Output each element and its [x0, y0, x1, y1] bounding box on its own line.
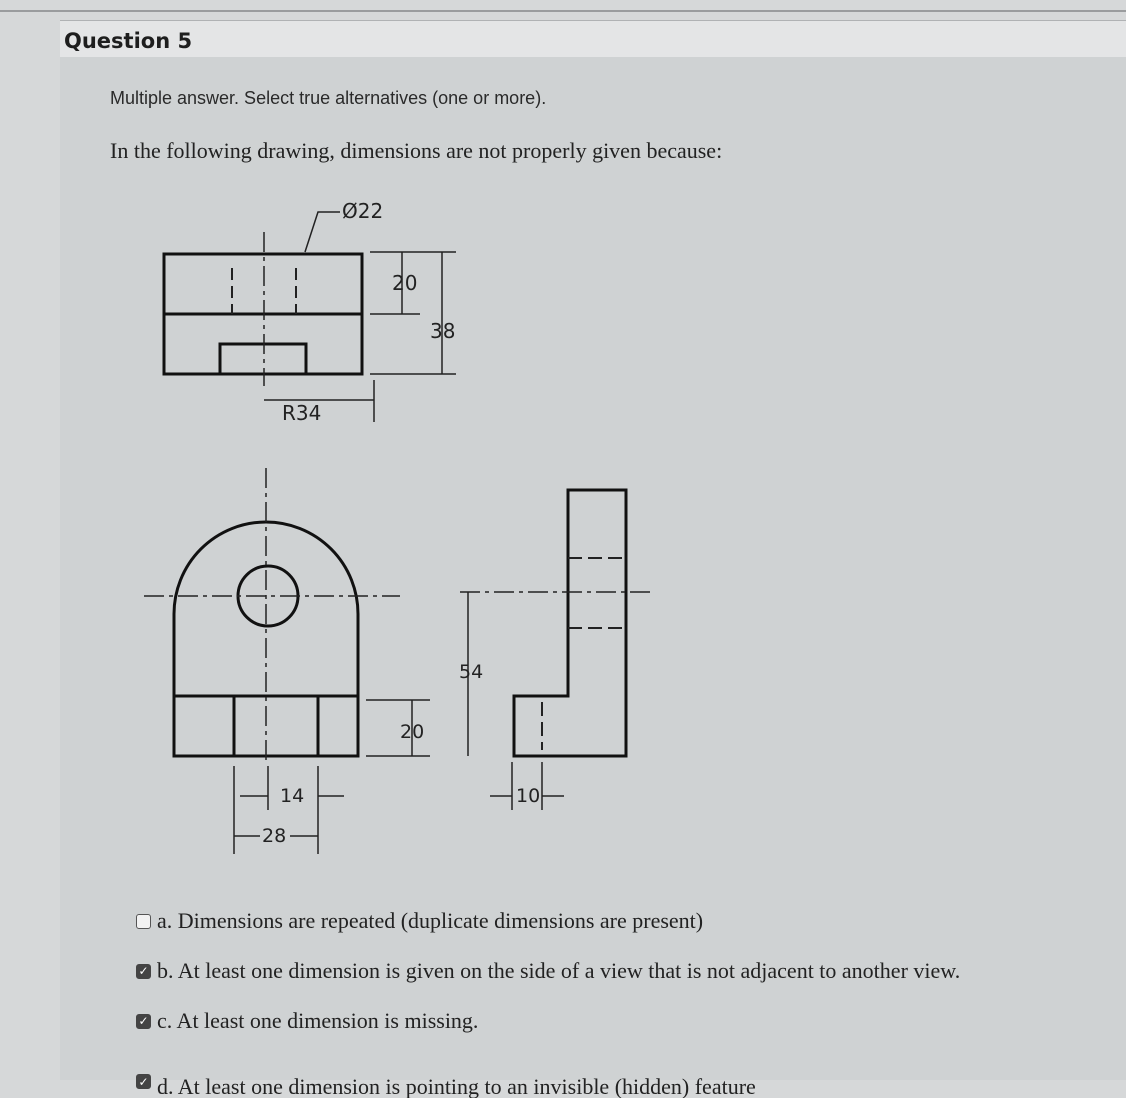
answer-list: [136, 896, 1116, 1098]
mid-height-label: 54: [459, 661, 484, 683]
diameter-label: Ø22: [342, 199, 384, 223]
side-view-outline: [514, 490, 626, 756]
question-instruction: Multiple answer. Select true alternatives (one or more).: [110, 88, 547, 108]
checkbox-checked-icon[interactable]: ✓: [136, 1014, 151, 1029]
question-title: Question 5: [64, 29, 193, 53]
slot-width-label: 14: [280, 785, 305, 807]
answer-option[interactable]: [136, 946, 1116, 996]
question-header: [60, 20, 1126, 58]
radius-label: R34: [282, 401, 322, 425]
checkbox-checked-icon[interactable]: ✓: [136, 1074, 151, 1089]
question-prompt: In the following drawing, dimensions are not properly given because:: [110, 138, 723, 163]
base-height-label: 20: [400, 721, 425, 743]
answer-label: b. At least one dimension is given on the side of a view that is not adjacent to another view.: [157, 958, 961, 983]
answer-label: d. At least one dimension is pointing to an invisible (hidden) feature: [157, 1074, 756, 1098]
total-height-label: 38: [430, 319, 456, 343]
base-width-label: 28: [262, 825, 287, 847]
checkbox-unchecked[interactable]: [136, 914, 151, 929]
answer-label: a. Dimensions are repeated (duplicate dimensions are present): [157, 908, 704, 933]
top-height-label: 20: [392, 271, 418, 295]
wall-thickness-label: 10: [516, 785, 541, 807]
answer-option[interactable]: [136, 996, 1116, 1046]
answer-option[interactable]: [136, 896, 1116, 946]
leader-line: [305, 212, 340, 252]
answer-option[interactable]: [136, 1046, 1116, 1098]
top-view-slot: [164, 344, 362, 374]
answer-label: c. At least one dimension is missing.: [157, 1008, 479, 1033]
technical-drawing: [130, 190, 670, 870]
checkbox-checked-icon[interactable]: ✓: [136, 964, 151, 979]
top-border: [0, 10, 1126, 12]
